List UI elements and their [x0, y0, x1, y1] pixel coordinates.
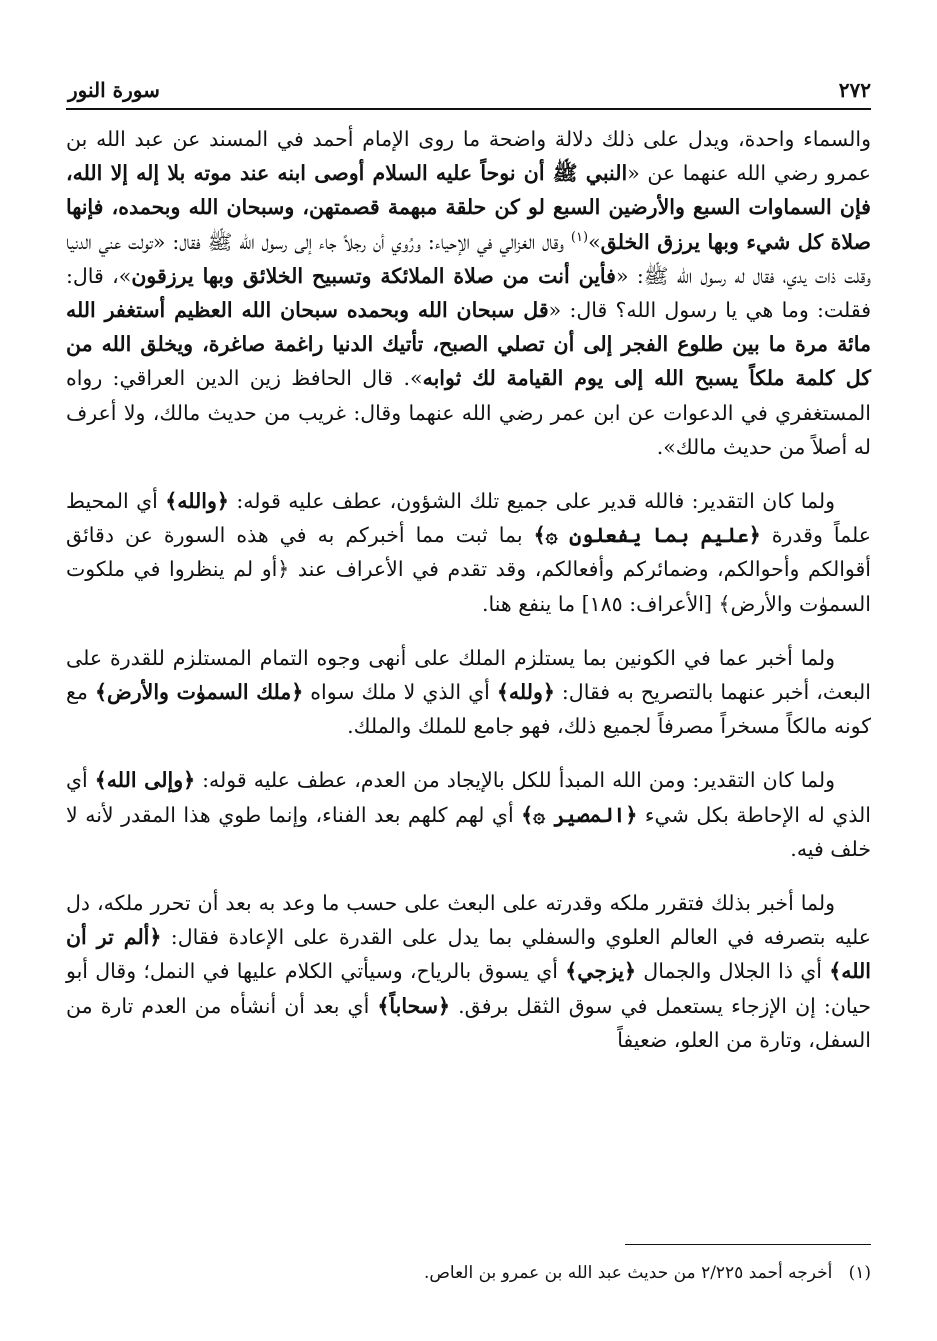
paragraph — [66, 484, 871, 621]
text-run: أي المحيط علماً وقدرة — [66, 489, 871, 548]
main-text — [66, 122, 871, 1077]
text-run: »، قال: فقلت: وما هي يا رسول الله؟ قال: « — [66, 263, 871, 323]
text-run: ولما كان التقدير: فالله قدير على جميع تلك الشؤون، عطف عليه قوله: — [228, 489, 835, 514]
page-number: ٢٧٢ — [838, 78, 871, 102]
text-run: أي يسوق بالرياح، وسيأتي الكلام عليها في النمل؛ وقال أبو حيان: إن الإزجاء يستعمل في سوق الثقل برفق. — [66, 959, 871, 1018]
emphasized-text: ﴿المصير ۞﴾ — [521, 802, 638, 827]
footnote — [66, 1260, 871, 1286]
paragraph — [66, 641, 871, 744]
footnote-text: أخرجه أحمد ٢/٢٢٥ من حديث عبد الله بن عمرو بن العاص. — [423, 1263, 833, 1283]
emphasized-text: النبي ﷺ أن نوحاً عليه السلام أوصى ابنه عند موته بلا إله إلا الله، فإن السماوات السبع والأرضين السبع لو كن حلقة مبهمة قصمتهن، وسبحان الله وبحمده، فإنها صلاة كل شيء وبها يرزق الخلق — [66, 161, 872, 254]
text-run: أي الذي له الإحاطة بكل شيء — [66, 768, 871, 827]
footnote-divider — [625, 1244, 871, 1245]
emphasized-text: ﴿ولله﴾ — [496, 680, 555, 705]
text-run: بما ثبت مما أخبركم به في هذه السورة عن دقائق أقوالكم وأحوالكم، وضمائركم وأفعالكم، وقد تقدم في الأعراف عند ﴿أو لم ينظروا في ملكوت السموٰت والأرض﴾ [الأعراف: ١٨٥] ما ينفع هنا. — [66, 523, 871, 616]
paragraph — [66, 886, 871, 1057]
text-run: ». قال الحافظ زين الدين العراقي: رواه المستغفري في الدعوات عن ابن عمر رضي الله عنهما وقال: غريب من حديث مالك، ولا أعرف له أصلاً من حديث مالك». — [66, 366, 871, 459]
text-run: ولما أخبر بذلك فتقرر ملكه وقدرته على البعث على حسب ما وعد به بعد أن تحرر ملكه، دل عليه بتصرفه في العالم العلوي والسفلي بما يدل على القدرة على الإعادة فقال: — [66, 891, 872, 950]
emphasized-text: ﴿يزجي﴾ — [565, 959, 637, 984]
text-run: ولما أخبر عما في الكونين بما يستلزم الملك على أنهى وجوه التمام المستلزم للقدرة على البعث، أخبر عنهما بالتصريح به فقال: — [66, 645, 871, 705]
text-run: » — [588, 229, 601, 254]
emphasized-text: ﴿عليم بما يفعلون ۞﴾ — [533, 523, 761, 548]
emphasized-text: فأين أنت من صلاة الملائكة وتسبيح الخلائق وبها يرزقون — [131, 263, 616, 288]
emphasized-text: ﴿والله﴾ — [165, 489, 229, 514]
emphasized-text: ﴿سحاباً﴾ — [377, 993, 451, 1018]
footnote-marker: (١) — [848, 1263, 871, 1283]
text-run: أي بعد أن أنشأه من العدم تارة من السفل، وتارة من العلو، ضعيفاً — [66, 993, 871, 1052]
text-run: أي ذا الجلال والجمال — [636, 959, 830, 984]
emphasized-text: ﴿وإلى الله﴾ — [94, 768, 196, 793]
emphasized-text: ﴿ألم تر أن الله﴾ — [66, 925, 871, 984]
paragraph — [66, 763, 871, 866]
paragraph — [66, 122, 871, 464]
emphasized-text: ﴿ملك السموٰت والأرض﴾ — [94, 680, 304, 705]
footnote-reference[interactable]: (١) — [570, 229, 589, 245]
text-run: أي الذي لا ملك سواه — [303, 680, 497, 705]
text-run: والسماء واحدة، ويدل على ذلك دلالة واضحة ما روى الإمام أحمد في المسند عن عبد الله بن عمرو رضي الله عنهما عن « — [66, 127, 871, 186]
text-run: مع كونه مالكاً مسخراً مصرفاً لجميع ذلك، فهو جامع للملك والملك. — [66, 680, 871, 739]
header-divider — [66, 108, 871, 110]
emphasized-text: قل سبحان الله وبحمده سبحان الله العظيم أستغفر الله مائة مرة ما بين طلوع الفجر إلى أن تصلي الصبح، تأتيك الدنيا راغمة صاغرة، ويخلق الله من كل كلمة ملكاً يسبح الله إلى يوم القيامة لك ثوابه — [66, 298, 871, 391]
text-run: ولما كان التقدير: ومن الله المبدأ للكل بالإيجاد من العدم، عطف عليه قوله: — [195, 768, 835, 793]
page-header — [68, 68, 871, 102]
text-run: وقال الغزالي في الإحياء: ورُوي أن رجلاً جاء إلى رسول الله ﷺ فقال: «تولت عني الدنيا وقلت ذات يدي، فقال له رسول الله ﷺ: « — [66, 229, 872, 288]
running-title: سورة النور — [68, 78, 160, 102]
text-run: أي لهم كلهم بعد الفناء، وإنما طوي هذا المقدر لأنه لا خلف فيه. — [66, 802, 871, 861]
